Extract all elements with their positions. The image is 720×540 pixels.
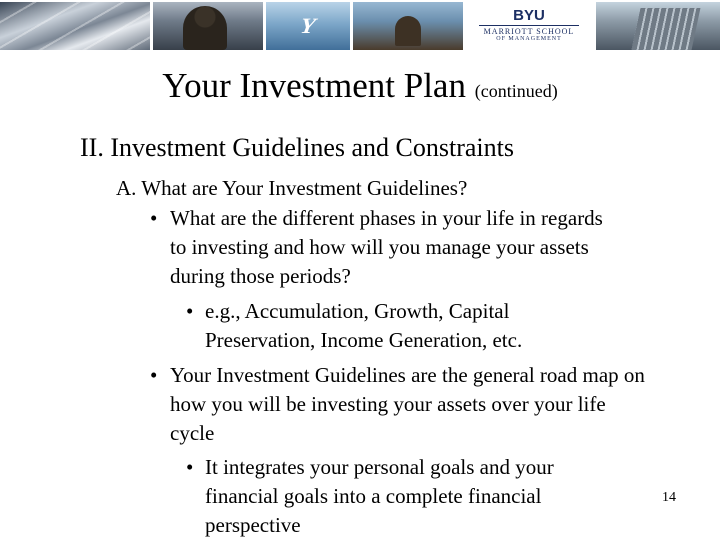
tower-image	[632, 8, 701, 50]
y-mountain-icon: Y	[295, 13, 321, 38]
banner-photo-mountain-y	[266, 2, 350, 50]
header-banner	[0, 0, 720, 52]
slide-title-sub: (continued)	[474, 81, 558, 101]
banner-photo-tower	[596, 2, 720, 50]
slide-title	[0, 64, 720, 113]
banner-photo-statue	[153, 2, 263, 50]
statue-image	[183, 6, 227, 50]
bullet-text: Your Investment Guidelines are the general road map on how you will be investing your assets over your life cycle	[170, 363, 645, 445]
bullet-item	[150, 361, 650, 448]
subsection-heading: A. What are Your Investment Guidelines?	[116, 176, 468, 200]
bullet-marker: •	[150, 206, 158, 230]
slide-title-main: Your Investment Plan	[162, 66, 466, 105]
logo-divider	[479, 25, 579, 26]
section-heading: II. Investment Guidelines and Constraints	[80, 133, 514, 162]
bullet-text: What are the different phases in your life in regards to investing and how will you manage your assets during those periods?	[170, 206, 603, 288]
bullet-text: It integrates your personal goals and your financial goals into a complete financial perspective	[205, 455, 554, 537]
bullet-marker: •	[186, 455, 194, 479]
bullet-item	[150, 204, 620, 291]
bullet-marker: •	[150, 363, 158, 387]
bullet-item	[186, 297, 606, 355]
byu-marriott-logo	[466, 2, 592, 50]
bullet-item	[186, 453, 616, 540]
logo-byu-text: BYU	[513, 7, 545, 24]
logo-management-text: OF MANAGEMENT	[496, 36, 562, 42]
banner-photo-building	[0, 2, 150, 50]
bullet-marker: •	[186, 299, 194, 323]
page-number: 14	[662, 490, 676, 505]
bullet-text: e.g., Accumulation, Growth, Capital Preservation, Income Generation, etc.	[205, 299, 523, 352]
bell-icon	[395, 16, 421, 46]
banner-photo-bell	[353, 2, 463, 50]
logo-school-text: MARRIOTT SCHOOL	[483, 27, 575, 36]
